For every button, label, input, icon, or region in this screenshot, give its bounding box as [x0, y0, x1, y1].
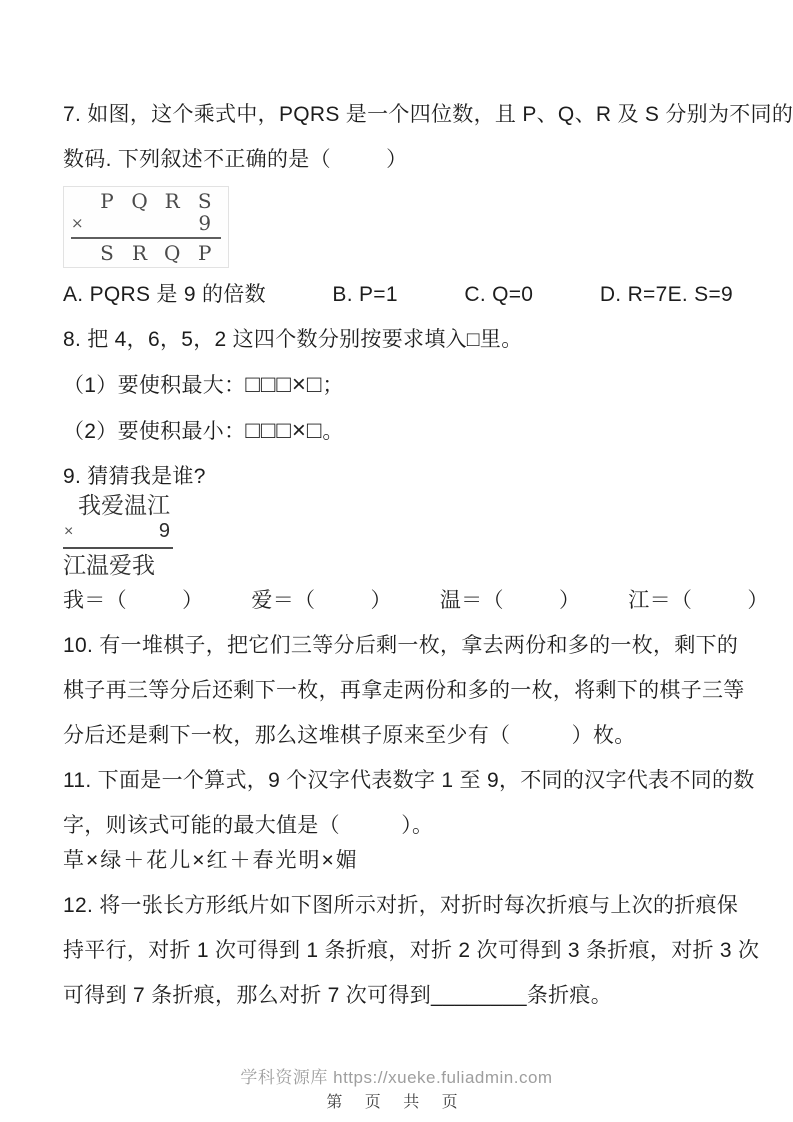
result-digit-r: R	[132, 241, 148, 265]
digit-r: R	[164, 189, 180, 213]
option-b: B. P=1	[332, 283, 398, 306]
option-a: A. PQRS 是 9 的倍数	[63, 283, 266, 306]
page-number-label: 第 页 共 页	[326, 1094, 467, 1111]
equation-item-wen: 温＝（ ）	[439, 589, 581, 612]
q10-line-1: 10. 有一堆棋子，把它们三等分后剩一枚，拿去两份和多的一枚，剩下的	[63, 634, 739, 657]
equation-item-jiang: 江＝（ ）	[628, 589, 769, 612]
q9-equation-row	[63, 578, 769, 623]
page-footer	[0, 1063, 793, 1112]
multiplicand-text: 我爱温江	[78, 492, 170, 518]
q8-item-1-blank-boxes: □□□×□	[245, 371, 323, 398]
option-d: D. R=7E. S=9	[599, 283, 733, 306]
result-digit-q: Q	[163, 241, 181, 265]
digit-p: P	[100, 189, 114, 213]
q9-title: 9. 猜猜我是谁?	[63, 465, 206, 488]
q11-expression: 草×绿＋花儿×红＋春光明×媚	[63, 849, 359, 872]
multiplier-digit: 9	[198, 211, 212, 235]
q8-item-1-prefix: （1）要使积最大：	[63, 374, 246, 397]
equation-item-wo: 我＝（ ）	[63, 589, 204, 612]
q8-item-2-prefix: （2）要使积最小：	[63, 420, 246, 443]
q12-line-2: 持平行，对折 1 次可得到 1 条折痕，对折 2 次可得到 3 条折痕，对折 3 次	[63, 939, 760, 962]
q7-line-1: 7. 如图，这个乘式中，PQRS 是一个四位数，且 P、Q、R 及 S 分别为不同的	[63, 103, 793, 126]
multiplication-body	[71, 190, 221, 239]
q8-item-1-suffix: ；	[322, 374, 344, 397]
q11-line-1: 11. 下面是一个算式，9 个汉字代表数字 1 至 9，不同的汉字代表不同的数	[63, 769, 755, 792]
digit-s: S	[197, 189, 212, 213]
option-c: C. Q=0	[464, 283, 534, 306]
product-text: 江温爱我	[63, 552, 155, 578]
q7-line-2: 数码. 下列叙述不正确的是（ ）	[63, 148, 408, 171]
equation-item-ai: 爱＝（ ）	[251, 589, 392, 612]
q8-item-2-blank-boxes: □□□×□	[245, 417, 323, 444]
product-row	[71, 242, 221, 264]
multiplier-digit: 9	[158, 520, 170, 542]
digit-q: Q	[131, 189, 148, 213]
q10-line-3: 分后还是剩下一枚，那么这堆棋子原来至少有（ ）枚。	[63, 724, 636, 747]
q9-vertical-multiplication-figure	[63, 493, 173, 578]
q8-title: 8. 把 4，6，5，2 这四个数分别按要求填入□里。	[63, 328, 523, 351]
q10-line-2: 棋子再三等分后还剩下一枚，再拿走两份和多的一枚，将剩下的棋子三等	[63, 679, 745, 702]
watermark-text: 学科资源库 https://xueke.fuliadmin.com	[240, 1068, 553, 1087]
multiplier-row	[63, 518, 173, 549]
multiplicand-row	[71, 190, 221, 212]
result-digit-s: S	[100, 241, 114, 265]
q8-item-1	[63, 362, 733, 408]
multiplier-row	[71, 212, 221, 234]
q8-item-2	[63, 408, 733, 454]
q12-line-3: 可得到 7 条折痕，那么对折 7 次可得到________条折痕。	[63, 984, 613, 1007]
q8-item-2-suffix: 。	[322, 420, 344, 443]
q7-multiplication-figure	[63, 186, 229, 268]
times-sign: ×	[71, 214, 84, 232]
q12-line-1: 12. 将一张长方形纸片如下图所示对折，对折时每次折痕与上次的折痕保	[63, 894, 739, 917]
q11-line-2: 字，则该式可能的最大值是（ ）。	[63, 814, 434, 837]
times-sign: ×	[64, 523, 74, 540]
q7-options-row	[63, 272, 733, 317]
result-digit-p: P	[197, 241, 212, 265]
